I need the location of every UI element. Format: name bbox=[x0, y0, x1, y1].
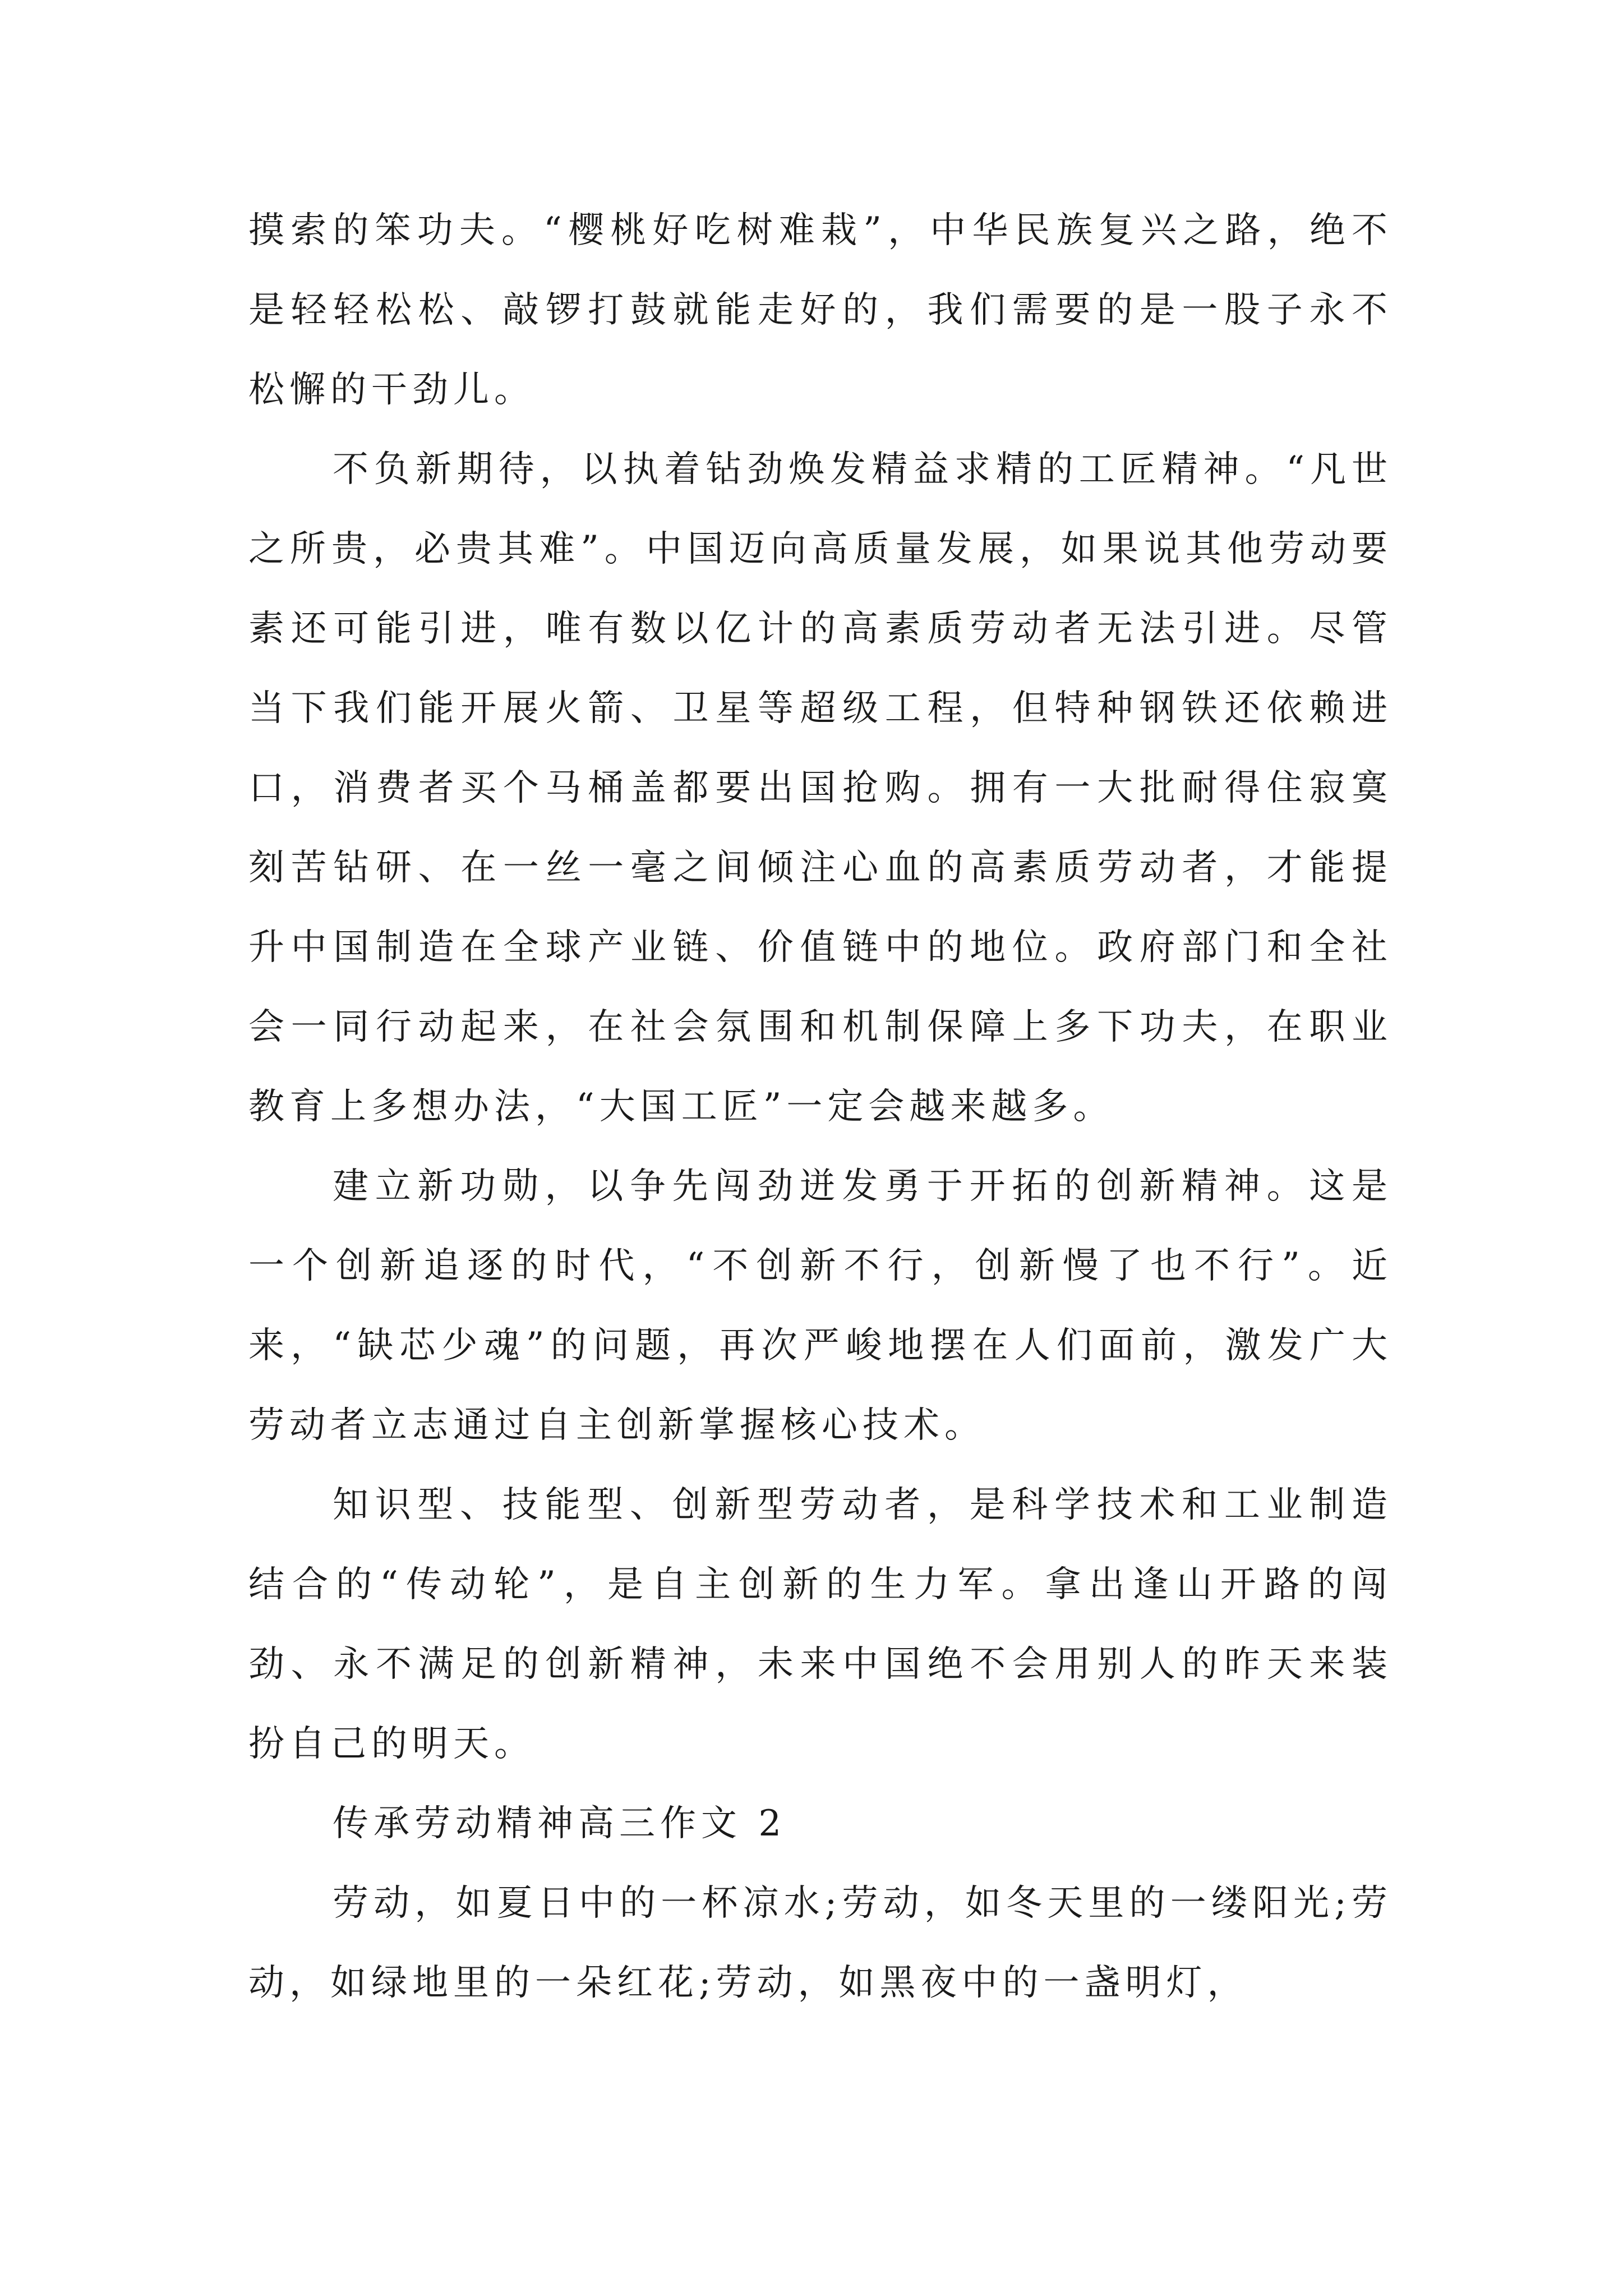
document-body bbox=[248, 191, 1393, 2023]
paragraph-labor-metaphors: 劳动，如夏日中的一杯凉水;劳动，如冬天里的一缕阳光;劳动，如绿地里的一朵红花;劳动，如黑夜中的一盏明灯， bbox=[248, 1883, 1393, 2004]
paragraph-continuation: 摸索的笨功夫。“樱桃好吃树难栽”，中华民族复兴之路，绝不是轻轻松松、敲锣打鼓就能走好的，我们需要的是一股子永不松懈的干劲儿。 bbox=[248, 210, 1393, 411]
essay-subheading: 传承劳动精神高三作文 2 bbox=[333, 1803, 787, 1844]
paragraph-craftsman-spirit: 不负新期待，以执着钻劲焕发精益求精的工匠精神。“凡世之所贵，必贵其难”。中国迈向高质量发展，如果说其他劳动要素还可能引进，唯有数以亿计的高素质劳动者无法引进。尽管当下我们能开展火箭、卫星等超级工程，但特种钢铁还依赖进口，消费者买个马桶盖都要出国抢购。拥有一大批耐得住寂寞刻苦钻研、在一丝一毫之间倾注心血的高素质劳动者，才能提升中国制造在全球产业链、价值链中的地位。政府部门和全社会一同行动起来，在社会氛围和机制保障上多下功夫，在职业教育上多想办法，“大国工匠”一定会越来越多。 bbox=[248, 449, 1393, 1128]
paragraph-innovative-workers: 知识型、技能型、创新型劳动者，是科学技术和工业制造结合的“传动轮”，是自主创新的生力军。拿出逢山开路的闯劲、永不满足的创新精神，未来中国绝不会用别人的昨天来装扮自己的明天。 bbox=[248, 1484, 1393, 1765]
paragraph-innovation-spirit: 建立新功勋，以争先闯劲迸发勇于开拓的创新精神。这是一个创新追逐的时代，“不创新不行，创新慢了也不行”。近来，“缺芯少魂”的问题，再次严峻地摆在人们面前，激发广大劳动者立志通过自主创新掌握核心技术。 bbox=[248, 1166, 1393, 1446]
